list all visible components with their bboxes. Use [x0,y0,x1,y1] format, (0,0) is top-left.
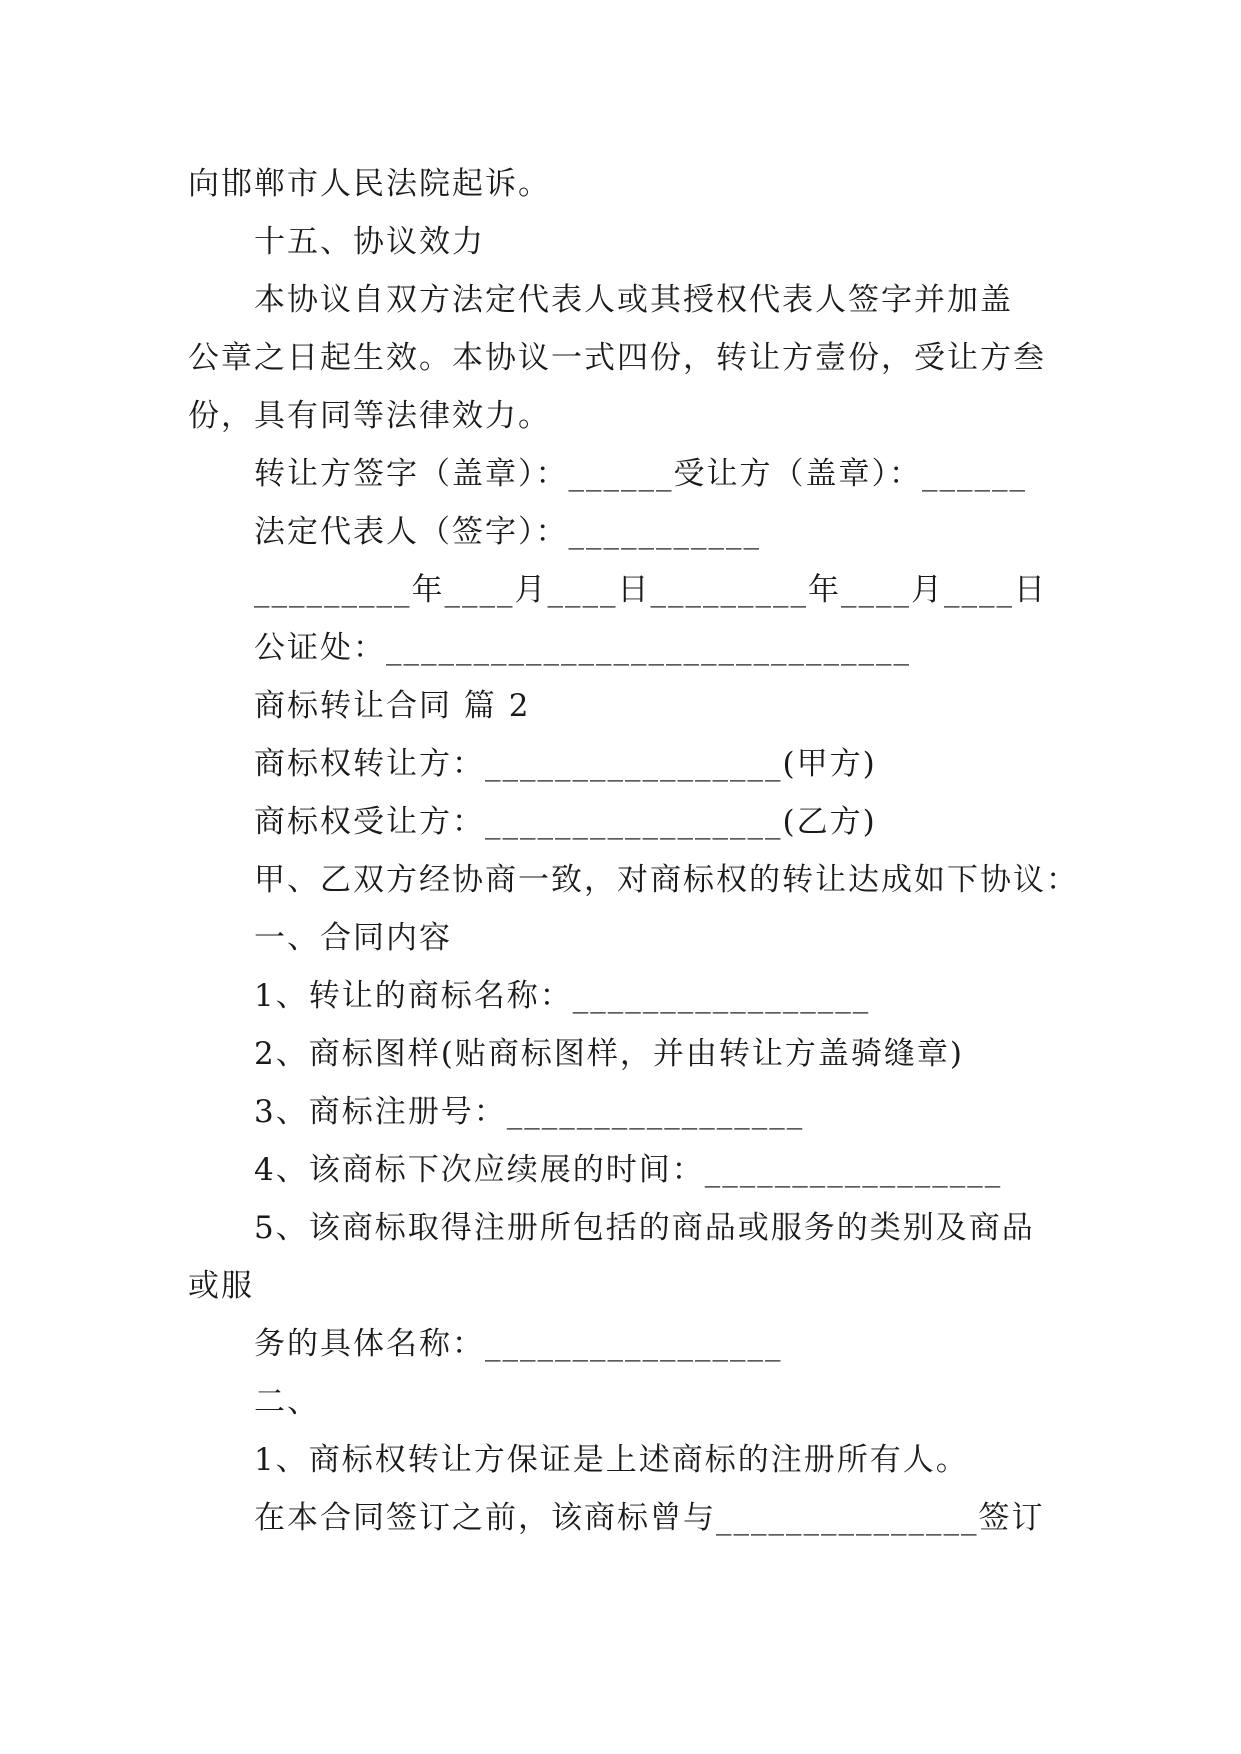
list-item: 3、商标注册号：_________________ [254,1094,805,1130]
signature-line: 转让方签字（盖章）：______受让方（盖章）：______ [254,456,1027,492]
document-title: 商标转让合同 篇 2 [254,688,531,724]
section-heading: 一、合同内容 [254,920,452,956]
text-line: 商标权转让方：_________________(甲方) [254,746,877,782]
notary-line: 公证处：______________________________ [254,630,911,666]
text-line: 甲、乙双方经协商一致，对商标权的转让达成如下协议： [254,862,1079,898]
list-item: 5、该商标取得注册所包括的商品或服务的类别及商品 [254,1210,1035,1246]
text-line: 商标权受让方：_________________(乙方) [254,804,877,840]
section-heading: 十五、协议效力 [254,224,485,260]
date-line: _________年____月____日_________年____月____日 [254,572,1047,608]
list-item: 1、转让的商标名称：_________________ [254,978,871,1014]
text-line: 向邯郸市人民法院起诉。 [188,166,551,202]
text-line: 在本合同签订之前，该商标曾与_______________签订 [254,1500,1045,1536]
list-item: 4、该商标下次应续展的时间：_________________ [254,1152,1003,1188]
text-line: 公章之日起生效。本协议一式四份，转让方壹份，受让方叁 [188,340,1046,376]
signature-line: 法定代表人（签字）：___________ [254,514,761,550]
text-line: 务的具体名称：_________________ [254,1326,783,1362]
list-item: 2、商标图样(贴商标图样，并由转让方盖骑缝章) [254,1036,964,1072]
list-item: 1、商标权转让方保证是上述商标的注册所有人。 [254,1442,969,1478]
section-heading: 二、 [254,1384,320,1420]
text-line: 或服 [188,1268,254,1304]
text-line: 份，具有同等法律效力。 [188,398,551,434]
text-line: 本协议自双方法定代表人或其授权代表人签字并加盖 [254,282,1013,318]
